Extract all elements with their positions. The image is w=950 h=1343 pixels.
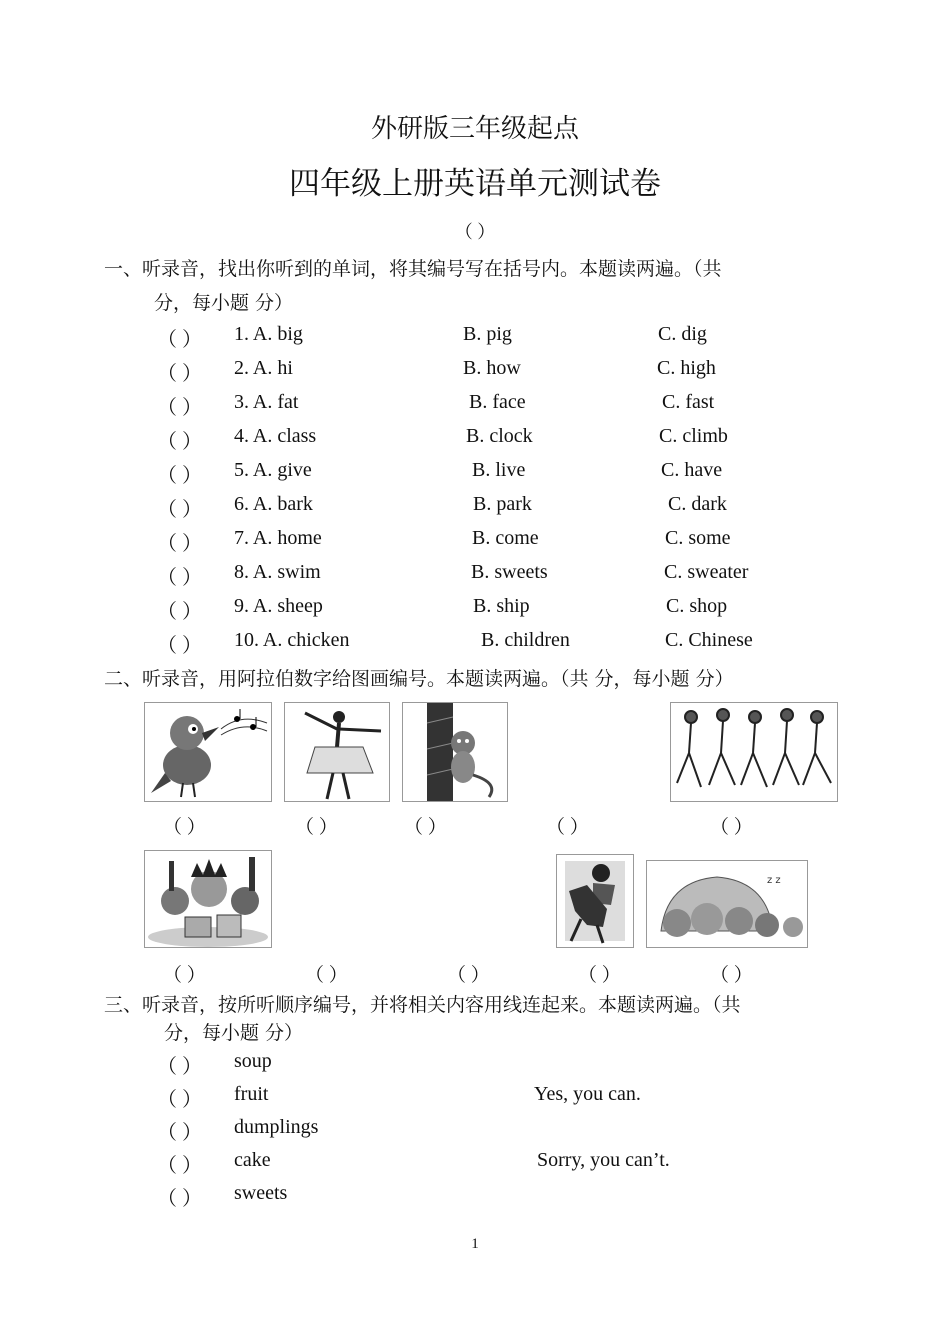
food-item: soup bbox=[234, 1050, 272, 1072]
section-3-heading: 三、听录音，按所听顺序编号，并将相关内容用线连起来。本题读两遍。（共 bbox=[104, 994, 741, 1016]
runners-icon bbox=[670, 702, 838, 802]
option-a: 2. A. hi bbox=[234, 357, 293, 379]
option-b: B. children bbox=[481, 629, 570, 651]
answer-blank[interactable]: （ ） bbox=[157, 431, 202, 453]
answer-blank[interactable]: （ ） bbox=[157, 567, 202, 589]
option-c: C. sweater bbox=[664, 561, 749, 583]
picture-blank[interactable]: （ ） bbox=[163, 817, 206, 838]
answer-blank[interactable]: （ ） bbox=[157, 397, 202, 419]
answer-blank[interactable]: （ ） bbox=[157, 533, 202, 555]
option-a: 10. A. chicken bbox=[234, 629, 350, 651]
horse-rider-icon bbox=[556, 854, 634, 948]
order-blank[interactable]: （ ） bbox=[157, 1122, 202, 1144]
order-blank[interactable]: （ ） bbox=[157, 1155, 202, 1177]
food-item: sweets bbox=[234, 1182, 288, 1204]
food-item: cake bbox=[234, 1149, 271, 1171]
picture-blank[interactable]: （ ） bbox=[163, 965, 206, 986]
picture-blank[interactable]: （ ） bbox=[546, 817, 589, 838]
question-row bbox=[0, 527, 950, 559]
question-row bbox=[0, 425, 950, 457]
eating-people-icon bbox=[144, 850, 272, 948]
section-1-heading: 一、听录音，找出你听到的单词，将其编号写在括号内。本题读两遍。（共 bbox=[104, 258, 722, 280]
section-1-heading-cont: 分，每小题 分） bbox=[154, 292, 294, 314]
option-b: B. face bbox=[469, 391, 526, 413]
page-number: 1 bbox=[471, 1236, 479, 1252]
question-row bbox=[0, 357, 950, 389]
food-item: fruit bbox=[234, 1083, 269, 1105]
option-b: B. clock bbox=[466, 425, 533, 447]
option-b: B. how bbox=[463, 357, 521, 379]
answer-blank[interactable]: （ ） bbox=[157, 601, 202, 623]
answer-blank[interactable]: （ ） bbox=[157, 329, 202, 351]
title-line-2: 四年级上册英语单元测试卷 bbox=[289, 166, 661, 202]
picture-blank[interactable]: （ ） bbox=[710, 817, 753, 838]
option-b: B. come bbox=[472, 527, 539, 549]
answer-no: Sorry, you can’t. bbox=[537, 1149, 670, 1171]
option-c: C. fast bbox=[662, 391, 715, 413]
question-row bbox=[0, 561, 950, 593]
question-row bbox=[0, 323, 950, 355]
option-c: C. climb bbox=[659, 425, 728, 447]
answer-blank[interactable]: （ ） bbox=[157, 499, 202, 521]
question-row bbox=[0, 459, 950, 491]
picture-blank[interactable]: （ ） bbox=[295, 817, 338, 838]
section-3-heading-cont: 分，每小题 分） bbox=[164, 1022, 304, 1044]
option-a: 8. A. swim bbox=[234, 561, 321, 583]
option-a: 1. A. big bbox=[234, 323, 303, 345]
answer-blank[interactable]: （ ） bbox=[157, 363, 202, 385]
climbing-monkey-icon bbox=[402, 702, 508, 802]
option-a: 4. A. class bbox=[234, 425, 317, 447]
picture-blank[interactable]: （ ） bbox=[305, 965, 348, 986]
picture-blank[interactable]: （ ） bbox=[710, 965, 753, 986]
option-a: 9. A. sheep bbox=[234, 595, 323, 617]
option-b: B. live bbox=[472, 459, 526, 481]
question-row bbox=[0, 595, 950, 627]
order-blank[interactable]: （ ） bbox=[157, 1056, 202, 1078]
question-row bbox=[0, 391, 950, 423]
singing-bird-icon bbox=[144, 702, 272, 802]
option-a: 6. A. bark bbox=[234, 493, 313, 515]
option-c: C. dig bbox=[658, 323, 707, 345]
option-c: C. have bbox=[661, 459, 723, 481]
option-c: C. Chinese bbox=[665, 629, 753, 651]
option-b: B. pig bbox=[463, 323, 512, 345]
option-c: C. shop bbox=[666, 595, 728, 617]
order-blank[interactable]: （ ） bbox=[157, 1188, 202, 1210]
option-c: C. some bbox=[665, 527, 731, 549]
answer-blank[interactable]: （ ） bbox=[157, 635, 202, 657]
order-blank[interactable]: （ ） bbox=[157, 1089, 202, 1111]
answer-blank[interactable]: （ ） bbox=[157, 465, 202, 487]
picture-blank[interactable]: （ ） bbox=[447, 965, 490, 986]
section-2-heading: 二、听录音，用阿拉伯数字给图画编号。本题读两遍。（共 分，每小题 分） bbox=[104, 668, 734, 690]
option-b: B. park bbox=[473, 493, 532, 515]
ballet-dancer-icon bbox=[284, 702, 390, 802]
svg-text:z z: z z bbox=[767, 875, 781, 886]
question-row bbox=[0, 493, 950, 525]
title-line-1: 外研版三年级起点 bbox=[370, 114, 579, 144]
answer-yes: Yes, you can. bbox=[534, 1083, 641, 1105]
option-a: 7. A. home bbox=[234, 527, 322, 549]
option-a: 3. A. fat bbox=[234, 391, 299, 413]
picture-blank[interactable]: （ ） bbox=[578, 965, 621, 986]
picture-blank[interactable]: （ ） bbox=[404, 817, 447, 838]
option-a: 5. A. give bbox=[234, 459, 312, 481]
food-item: dumplings bbox=[234, 1116, 319, 1138]
subtitle-parenthesis: （ ） bbox=[454, 222, 496, 242]
option-b: B. ship bbox=[473, 595, 530, 617]
option-b: B. sweets bbox=[471, 561, 548, 583]
option-c: C. dark bbox=[668, 493, 727, 515]
question-row bbox=[0, 629, 950, 661]
option-c: C. high bbox=[657, 357, 716, 379]
sleeping-bears-icon bbox=[646, 860, 808, 948]
